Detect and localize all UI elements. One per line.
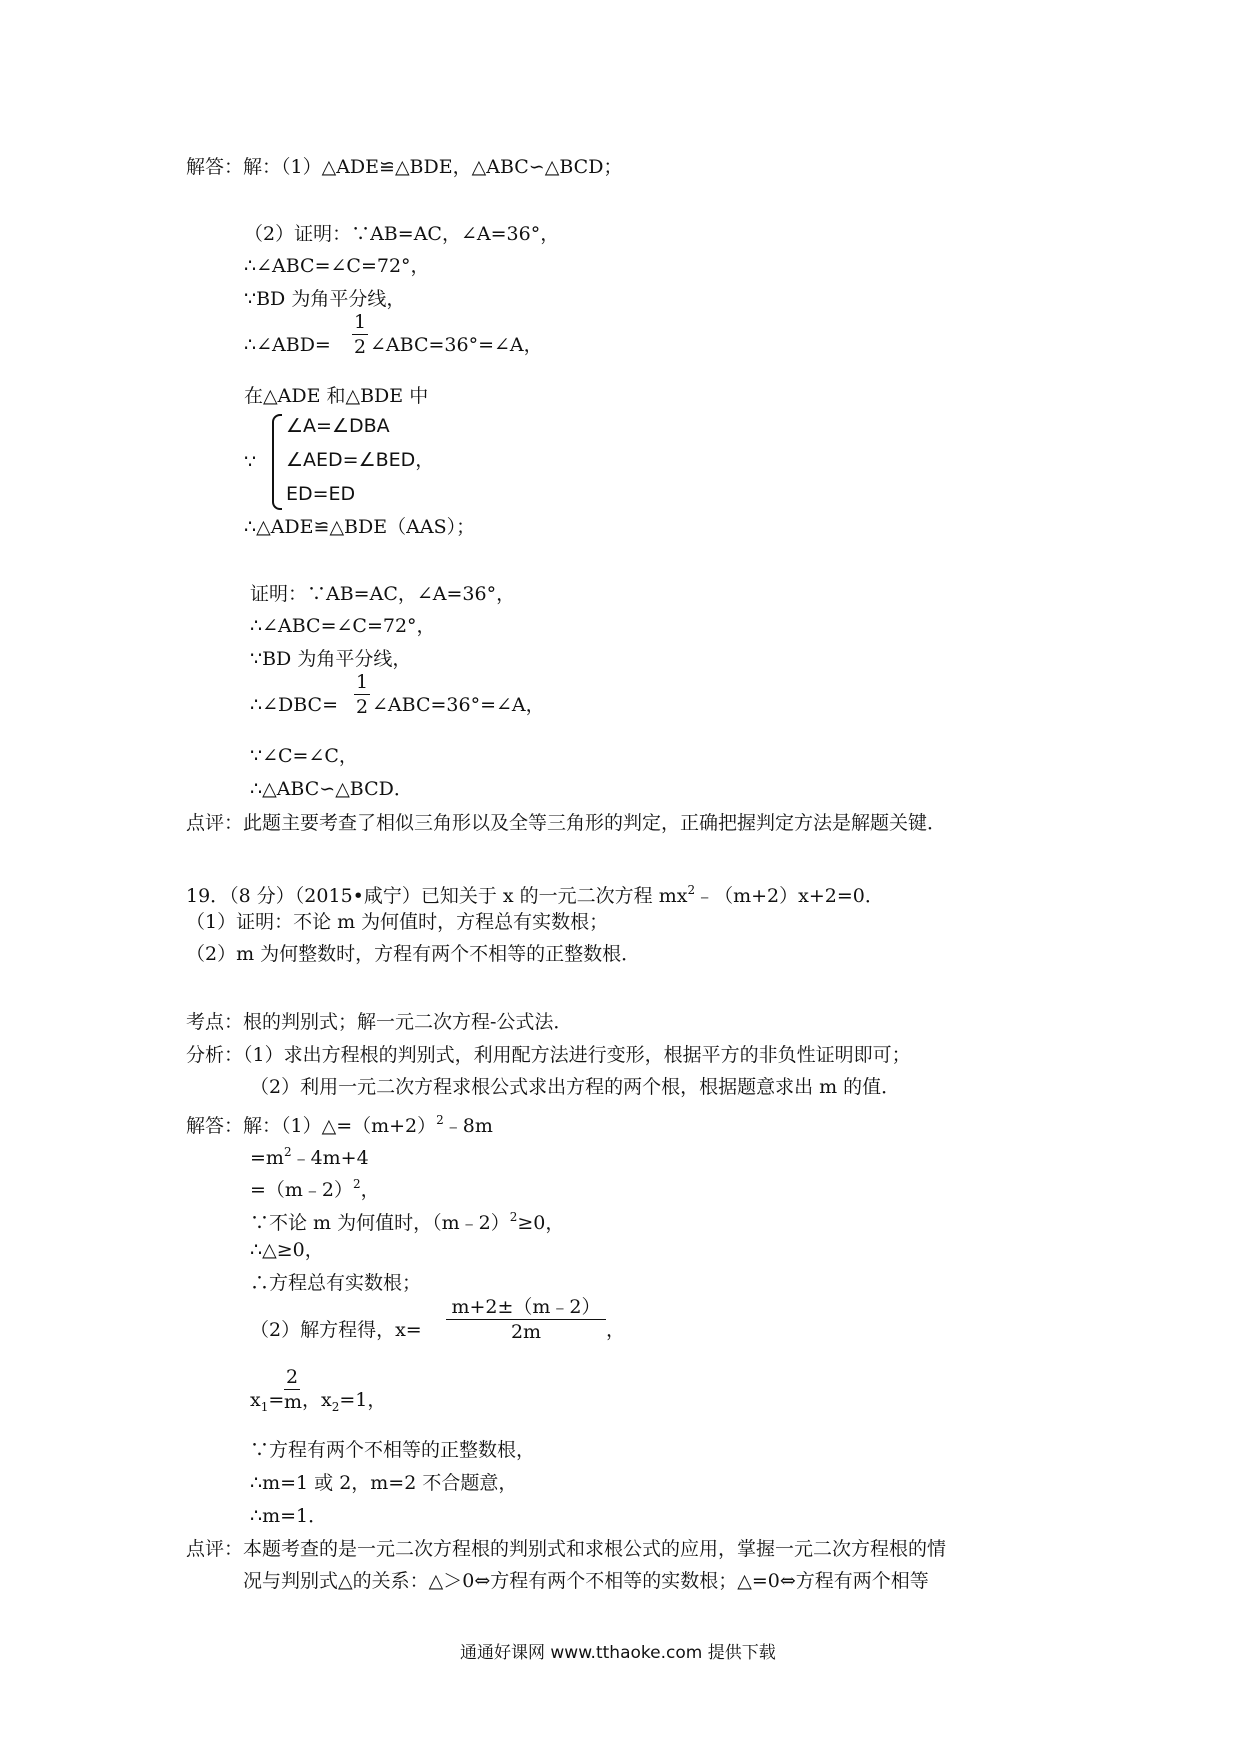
comment: 点评：此题主要考查了相似三角形以及全等三角形的判定，正确把握判定方法是解题关键． — [186, 812, 947, 834]
comment: 况与判别式△的关系：△＞0⇔方程有两个不相等的实数根；△=0⇔方程有两个相等 — [243, 1570, 929, 1592]
text: ﹣4m+4 — [291, 1147, 369, 1169]
answer-heading: 解答：解：（1）△ADE≌△BDE，△ABC∽△BCD； — [186, 156, 623, 178]
text: =（m﹣2） — [250, 1179, 354, 1201]
proof-line: （2）证明：∵AB=AC，∠A=36°， — [244, 223, 560, 245]
superscript: 2 — [353, 1177, 361, 1191]
solution-line — [302, 1388, 386, 1419]
fraction-numerator: 2 — [285, 1366, 299, 1388]
solution-line — [186, 1108, 493, 1138]
question-part: （1）证明：不论 m 为何值时，方程总有实数根； — [186, 911, 609, 933]
fraction-bar — [354, 694, 370, 695]
fenxi: （2）利用一元二次方程求根公式求出方程的两个根，根据题意求出 m 的值． — [250, 1076, 901, 1098]
root-fraction — [284, 1366, 303, 1413]
solution-line — [250, 1205, 564, 1235]
proof-line — [244, 333, 331, 357]
text: x — [250, 1389, 261, 1411]
kaodian: 考点：根的判别式；解一元二次方程-公式法． — [186, 1011, 573, 1033]
subscript: 1 — [260, 1399, 269, 1414]
superscript: 2 — [687, 883, 696, 897]
system-equation: ∠AED=∠BED， — [286, 449, 435, 471]
fraction-bar — [352, 334, 368, 335]
text: ∵不论 m 为何值时，（m﹣2） — [250, 1212, 510, 1234]
subscript: 2 — [331, 1399, 340, 1414]
solution-line — [250, 1140, 369, 1170]
proof-line: ∴△ABC∽△BCD． — [250, 778, 413, 800]
proof-line: ∠ABC=36°=∠A， — [372, 694, 545, 716]
solution-line — [250, 1388, 284, 1419]
comment: 点评：本题考查的是一元二次方程根的判别式和求根公式的应用，掌握一元二次方程根的情 — [186, 1538, 947, 1560]
system-equation: ED=ED — [286, 483, 356, 505]
system-brace — [272, 414, 282, 510]
system-equation: ∠A=∠DBA — [286, 415, 390, 437]
text: 解答：解：（1）△=（m+2） — [186, 1115, 437, 1137]
proof-line: 在△ADE 和△BDE 中 — [244, 385, 429, 407]
proof-line: ∴∠ABC=∠C=72°， — [250, 615, 436, 637]
superscript: 2 — [436, 1113, 444, 1127]
text: ，x — [302, 1389, 332, 1411]
solution-line: ∴△≥0， — [250, 1239, 324, 1261]
fraction-numerator: m+2±（m﹣2） — [451, 1296, 601, 1318]
text: 19．（8 分）（2015•咸宁）已知关于 x 的一元二次方程 mx — [186, 885, 688, 907]
text: =m — [250, 1147, 284, 1169]
text: ， — [360, 1179, 380, 1201]
proof-line: ∴△ADE≌△BDE（AAS）； — [244, 516, 476, 538]
text: = — [268, 1389, 285, 1411]
solution-line: ∴方程总有实数根； — [250, 1272, 422, 1294]
fraction-bar — [446, 1319, 606, 1320]
question-part: （2）m 为何整数时，方程有两个不相等的正整数根． — [186, 943, 641, 965]
root-formula-fraction — [446, 1296, 606, 1343]
proof-line: ∠ABC=36°=∠A， — [370, 334, 543, 356]
fraction-numerator: 1 — [355, 671, 369, 693]
solution-line: ∴m=1 或 2，m=2 不合题意， — [250, 1472, 518, 1494]
solution-line — [250, 1172, 380, 1202]
proof-line: ∵BD 为角平分线， — [244, 288, 406, 310]
fraction-denominator: 2m — [510, 1321, 542, 1343]
text: =1， — [339, 1389, 387, 1411]
page-footer: 通通好课网 www.tthaoke.com 提供下载 — [460, 1643, 776, 1663]
proof-line: ∵∠C=∠C， — [250, 745, 358, 767]
fraction-denominator: 2 — [353, 336, 367, 358]
fraction-denominator: 2 — [355, 696, 369, 718]
fraction-half — [352, 311, 368, 358]
text: ﹣（m+2）x+2=0． — [695, 885, 884, 907]
fraction-half — [354, 671, 370, 718]
solution-line: （2）解方程得，x= — [250, 1319, 422, 1341]
proof-line: ∴∠ABC=∠C=72°， — [244, 255, 430, 277]
superscript: 2 — [509, 1210, 518, 1224]
solution-line: ， — [606, 1319, 626, 1341]
question-title — [186, 878, 884, 908]
system-label: ∵ — [244, 451, 257, 473]
text: ≥0， — [517, 1212, 565, 1234]
fraction-bar — [284, 1389, 300, 1390]
proof-line: 证明：∵AB=AC，∠A=36°， — [250, 583, 516, 605]
solution-line: ∵方程有两个不相等的正整数根， — [250, 1439, 536, 1461]
fraction-denominator: m — [284, 1391, 303, 1413]
solution-line: ∴m=1． — [250, 1505, 328, 1527]
proof-line: ∵BD 为角平分线， — [250, 648, 412, 670]
text: ∴∠ABD= — [244, 334, 331, 356]
proof-line: ∴∠DBC= — [250, 694, 339, 716]
fraction-numerator: 1 — [353, 311, 367, 333]
superscript: 2 — [283, 1145, 292, 1159]
fenxi: 分析：（1）求出方程根的判别式，利用配方法进行变形，根据平方的非负性证明即可； — [186, 1044, 911, 1066]
text: ﹣8m — [443, 1115, 493, 1137]
